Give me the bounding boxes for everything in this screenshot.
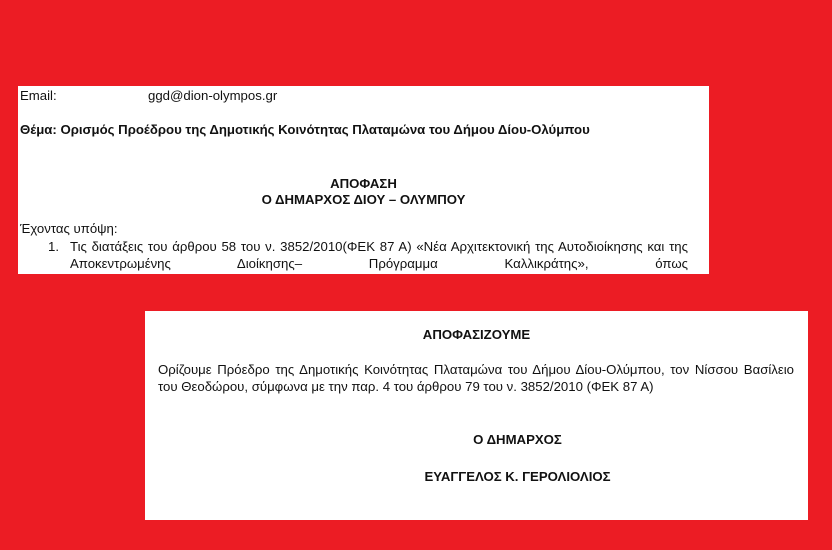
email-label: Email: [20, 88, 57, 103]
list-item [48, 238, 688, 272]
list-item-text: Τις διατάξεις του άρθρου 58 του ν. 3852/2010(ΦΕΚ 87 Α) «Νέα Αρχιτεκτονική της Αυτοδιοίκησης και της Αποκεντρωμένης Διοίκησης– Πρόγραμμα Καλλικράτης», όπως [70, 239, 688, 271]
considering-heading: Έχοντας υπόψη: [20, 221, 118, 236]
document-excerpt-top [18, 86, 709, 274]
subject-line: Θέμα: Ορισμός Προέδρου της Δημοτικής Κοινότητας Πλαταμώνα του Δήμου Δίου-Ολύμπου [20, 122, 590, 137]
signature-role: Ο ΔΗΜΑΡΧΟΣ [473, 432, 562, 447]
list-item-number: 1. [48, 239, 59, 254]
document-excerpt-bottom [145, 311, 808, 520]
decide-title: ΑΠΟΦΑΣΙΖΟΥΜΕ [422, 327, 531, 342]
decision-body: Ορίζουμε Πρόεδρο της Δημοτικής Κοινότητας Πλαταμώνα του Δήμου Δίου-Ολύμπου, τον Νίσσου Βασίλειο του Θεοδώρου, σύμφωνα με την παρ. 4 του άρθρου 79 του ν. 3852/2010 (ΦΕΚ 87 Α) [158, 362, 794, 394]
email-line [20, 88, 277, 103]
signature-name: ΕΥΑΓΓΕΛΟΣ Κ. ΓΕΡΟΛΙΟΛΙΟΣ [424, 469, 611, 484]
decision-title: ΑΠΟΦΑΣΗ [330, 176, 397, 191]
mayor-title: Ο ΔΗΜΑΡΧΟΣ ΔΙΟΥ – ΟΛΥΜΠΟΥ [261, 192, 466, 207]
email-value: ggd@dion-olympos.gr [148, 88, 278, 103]
